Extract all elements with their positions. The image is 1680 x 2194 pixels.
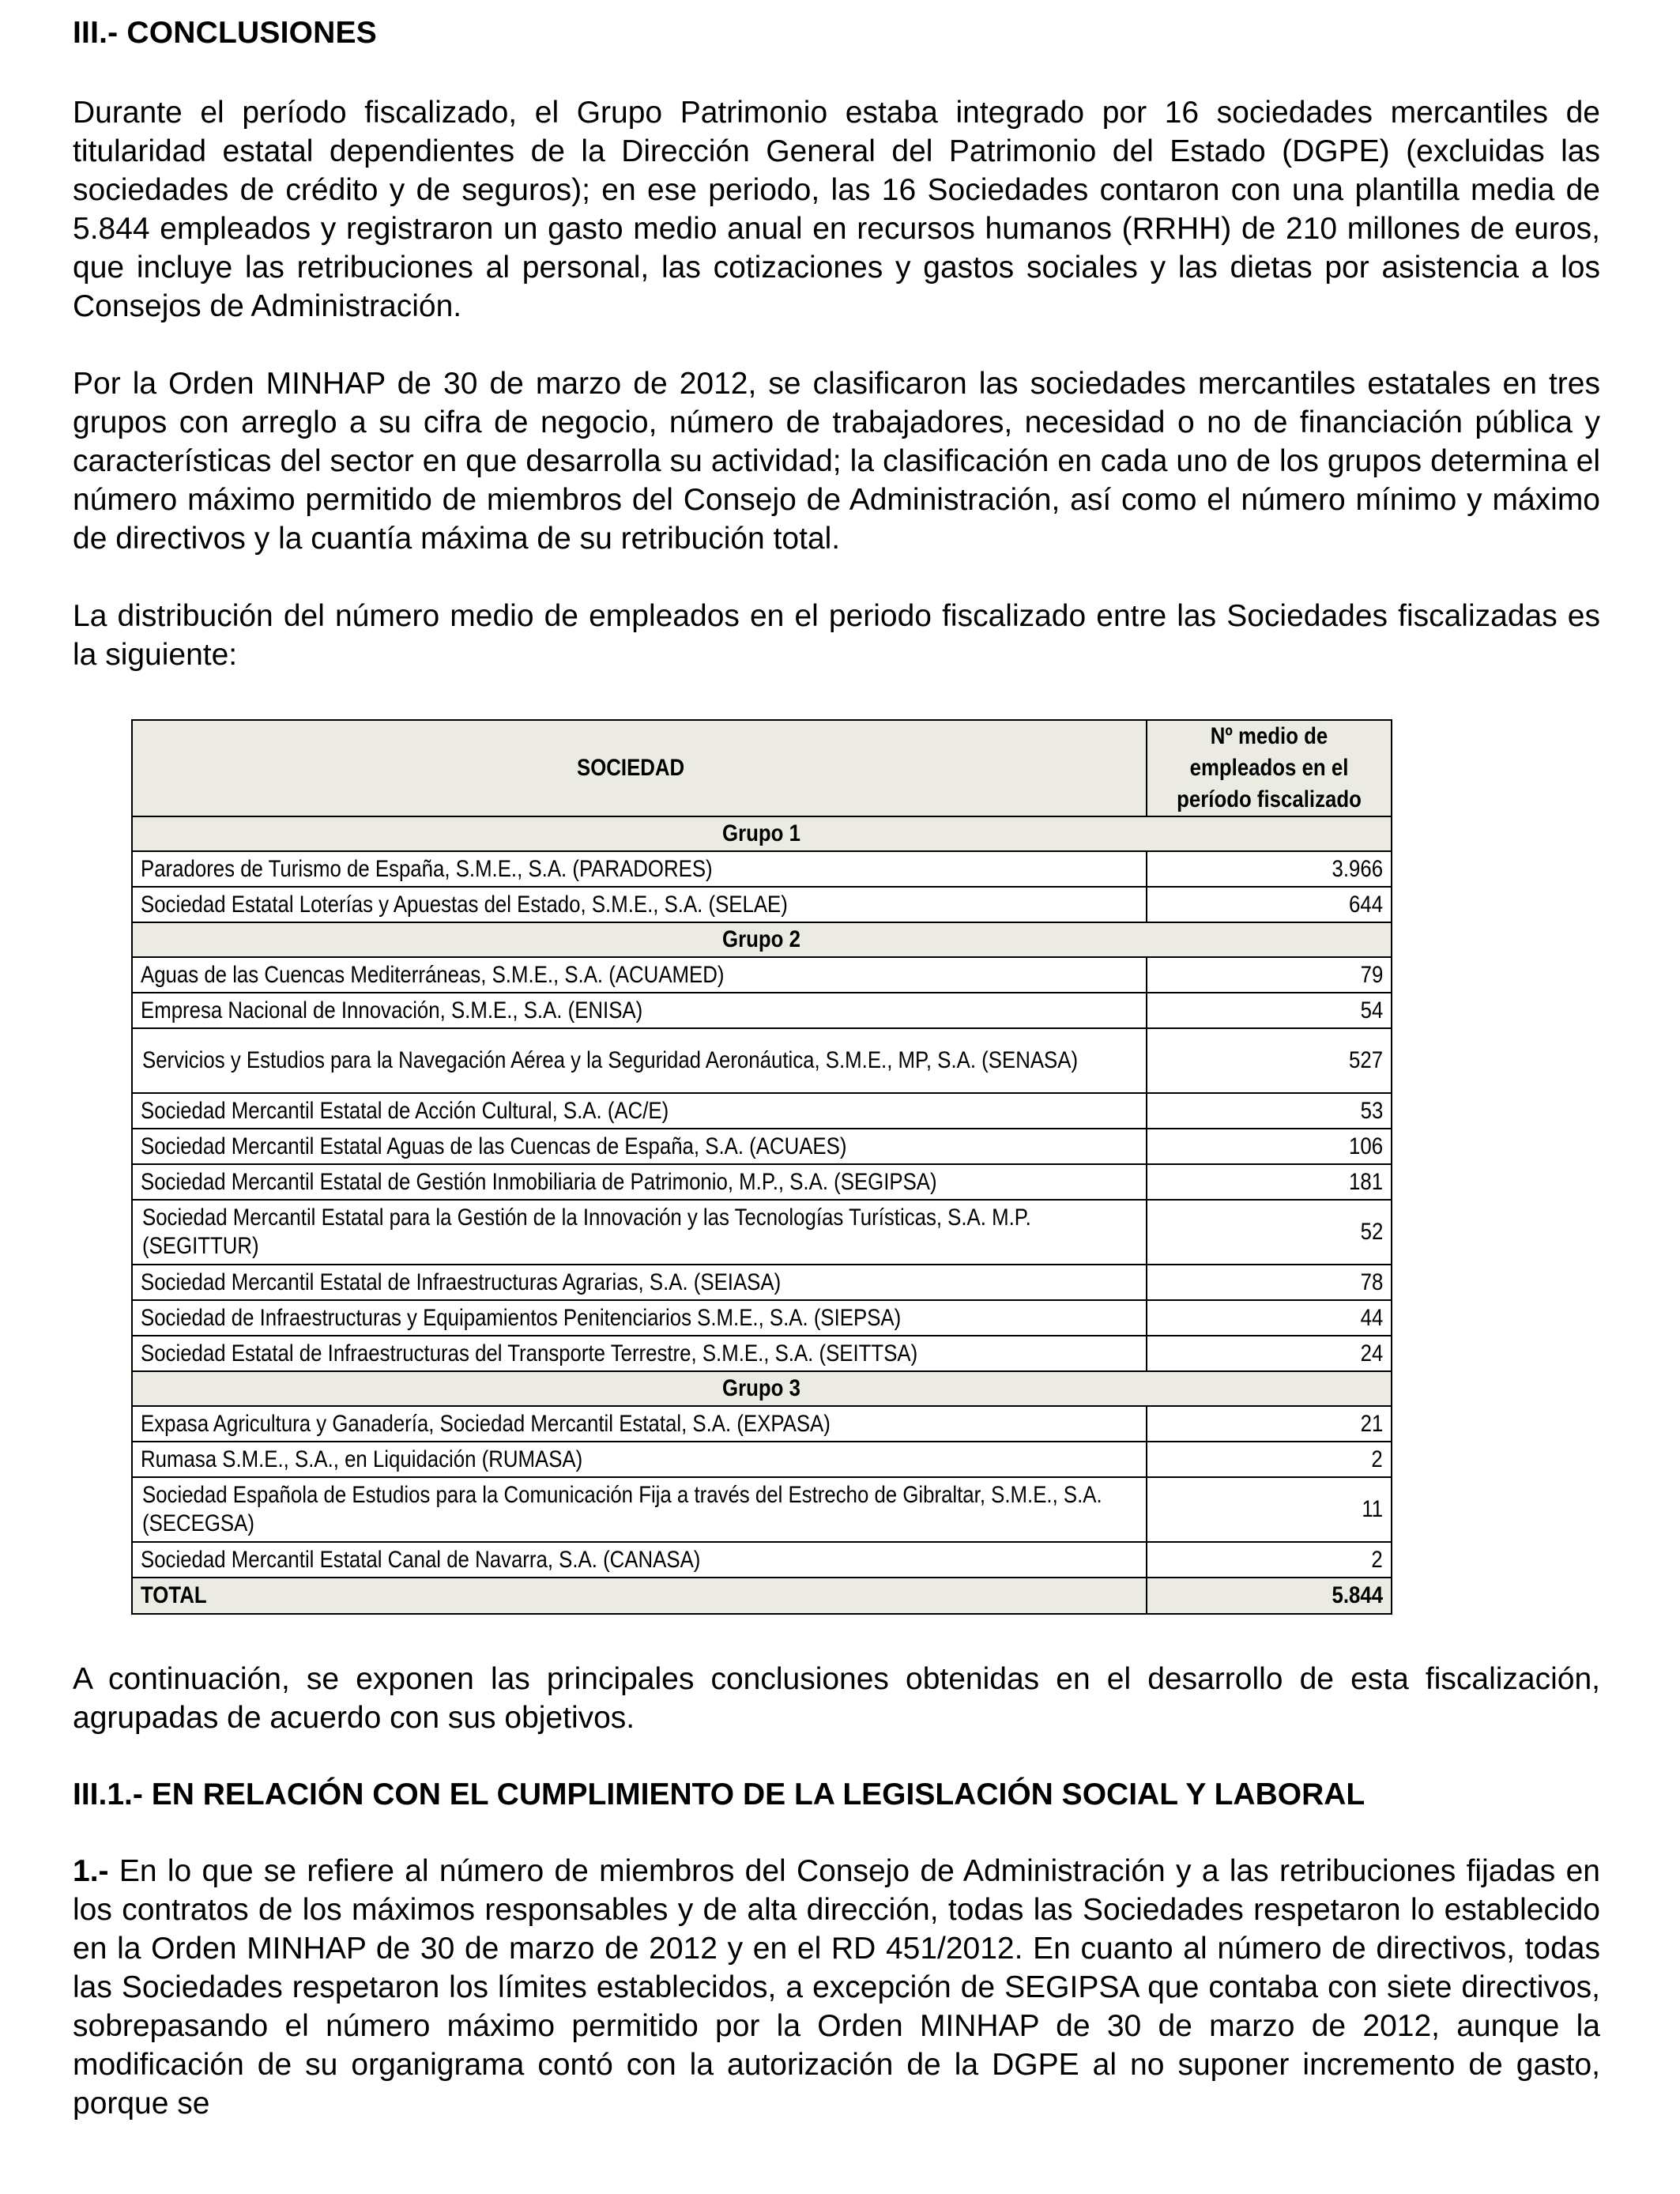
table-row [132,1265,1392,1300]
table-row [132,1129,1392,1164]
group-label: Grupo 3 [132,1371,1392,1406]
table-header-row [132,720,1392,816]
paragraph-orden-minhap: Por la Orden MINHAP de 30 de marzo de 2012, se clasificaron las sociedades mercantiles estatales en tres grupos con arreglo a su cifra de negocio, número de trabajadores, necesidad o no de financiación pública y características del sector en que desarrolla su actividad; la clasificación en cada uno de los grupos determina el número máximo permitido de miembros del Consejo de Administración, así como el número mínimo y máximo de directivos y la cuantía máxima de su retribución total. [73,367,1600,556]
company-name-cell: Sociedad Mercantil Estatal Aguas de las Cuencas de España, S.A. (ACUAES) [132,1129,1147,1164]
table-total-row [132,1578,1392,1614]
table-row [132,1542,1392,1578]
table-row [132,957,1392,993]
employee-count-cell: 44 [1147,1300,1392,1336]
company-name-cell: Sociedad Mercantil Estatal de Acción Cultural, S.A. (AC/E) [132,1093,1147,1129]
total-value: 5.844 [1147,1578,1392,1614]
company-name-cell: Sociedad Mercantil Estatal de Infraestructuras Agrarias, S.A. (SEIASA) [132,1265,1147,1300]
table-row [132,1406,1392,1442]
table-row [132,1200,1392,1265]
company-name-cell: Sociedad Estatal de Infraestructuras del Transporte Terrestre, S.M.E., S.A. (SEITTSA) [132,1336,1147,1371]
paragraph-intro: Durante el período fiscalizado, el Grupo Patrimonio estaba integrado por 16 sociedades mercantiles de titularidad estatal dependientes de la Dirección General del Patrimonio del Estado (DGPE) (excluidas las sociedades de crédito y de seguros); en ese periodo, las 16 Sociedades contaron con una plantilla media de 5.844 empleados y registraron un gasto medio anual en recursos humanos (RRHH) de 210 millones de euros, que incluye las retribuciones al personal, las cotizaciones y gastos sociales y las dietas por asistencia a los Consejos de Administración. [73,96,1600,323]
table-row [132,851,1392,887]
employee-count-cell: 106 [1147,1129,1392,1164]
table-row [132,1442,1392,1477]
company-name-cell: Aguas de las Cuencas Mediterráneas, S.M.E., S.A. (ACUAMED) [132,957,1147,993]
employee-count-cell: 78 [1147,1265,1392,1300]
point-number: 1.- [73,1854,109,1888]
table-body [132,816,1392,1614]
header-sociedad: SOCIEDAD [132,720,1147,816]
paragraph-distribution: La distribución del número medio de empleados en el periodo fiscalizado entre las Sociedades fiscalizadas es la siguiente: [73,599,1600,672]
company-name-cell: Rumasa S.M.E., S.A., en Liquidación (RUMASA) [132,1442,1147,1477]
total-label: TOTAL [132,1578,1147,1614]
employee-count-cell: 53 [1147,1093,1392,1129]
employee-count-cell: 79 [1147,957,1392,993]
table-group-row [132,816,1392,851]
company-name-cell: Sociedad Mercantil Estatal Canal de Navarra, S.A. (CANASA) [132,1542,1147,1578]
company-name-cell: Sociedad Estatal Loterías y Apuestas del Estado, S.M.E., S.A. (SELAE) [132,887,1147,922]
table-row [132,993,1392,1028]
table-row [132,1300,1392,1336]
employee-count-cell: 24 [1147,1336,1392,1371]
section-title: III.- CONCLUSIONES [73,16,377,50]
employee-count-cell: 2 [1147,1442,1392,1477]
document-page [73,14,1600,674]
employee-count-cell: 3.966 [1147,851,1392,887]
table-row [132,1164,1392,1200]
employee-count-cell: 52 [1147,1200,1392,1265]
employee-count-cell: 11 [1147,1477,1392,1542]
company-name-cell: Servicios y Estudios para la Navegación Aérea y la Seguridad Aeronáutica, S.M.E., MP, S.A. (SENASA) [132,1028,1147,1093]
table-row [132,1336,1392,1371]
point-1-text: En lo que se refiere al número de miembros del Consejo de Administración y a las retribuciones fijadas en los contratos de los máximos responsables y de alta dirección, todas las Sociedades respetaron lo establecido en la Orden MINHAP de 30 de marzo de 2012 y en el RD 451/2012. En cuanto al número de directivos, todas las Sociedades respetaron los límites establecidos, a excepción de SEGIPSA que contaba con siete directivos, sobrepasando el número máximo permitido por la Orden MINHAP de 30 de marzo de 2012, aunque la modificación de su organigrama contó con la autorización de la DGPE al no suponer incremento de gasto, porque se [73,1854,1600,2120]
company-name-cell: Sociedad Española de Estudios para la Comunicación Fija a través del Estrecho de Gibraltar, S.M.E., S.A. (SECEGSA) [132,1477,1147,1542]
table-row [132,1093,1392,1129]
employee-count-cell: 54 [1147,993,1392,1028]
table-group-row [132,1371,1392,1406]
paragraph-conclusions-intro: A continuación, se exponen las principales conclusiones obtenidas en el desarrollo de esta fiscalización, agrupadas de acuerdo con sus objetivos. [73,1662,1600,1735]
table-row [132,1028,1392,1093]
employee-count-cell: 181 [1147,1164,1392,1200]
employee-count-cell: 644 [1147,887,1392,922]
group-label: Grupo 1 [132,816,1392,851]
table-row [132,887,1392,922]
table-group-row [132,922,1392,957]
company-name-cell: Expasa Agricultura y Ganadería, Sociedad Mercantil Estatal, S.A. (EXPASA) [132,1406,1147,1442]
paragraph-point-1 [73,1852,1600,2123]
subsection-title: III.1.- EN RELACIÓN CON EL CUMPLIMIENTO DE LA LEGISLACIÓN SOCIAL Y LABORAL [73,1777,1365,1811]
employee-count-cell: 2 [1147,1542,1392,1578]
company-name-cell: Sociedad Mercantil Estatal de Gestión Inmobiliaria de Patrimonio, M.P., S.A. (SEGIPSA) [132,1164,1147,1200]
company-name-cell: Empresa Nacional de Innovación, S.M.E., S.A. (ENISA) [132,993,1147,1028]
group-label: Grupo 2 [132,922,1392,957]
employee-count-cell: 21 [1147,1406,1392,1442]
header-num-empleados: Nº medio de empleados en el período fiscalizado [1147,720,1392,816]
employees-table [131,719,1392,1615]
employee-count-cell: 527 [1147,1028,1392,1093]
company-name-cell: Sociedad Mercantil Estatal para la Gestión de la Innovación y las Tecnologías Turísticas, S.A. M.P. (SEGITTUR) [132,1200,1147,1265]
after-table-section [73,1660,1600,2123]
company-name-cell: Paradores de Turismo de España, S.M.E., S.A. (PARADORES) [132,851,1147,887]
company-name-cell: Sociedad de Infraestructuras y Equipamientos Penitenciarios S.M.E., S.A. (SIEPSA) [132,1300,1147,1336]
table-row [132,1477,1392,1542]
employees-table-wrapper [131,719,1391,1615]
